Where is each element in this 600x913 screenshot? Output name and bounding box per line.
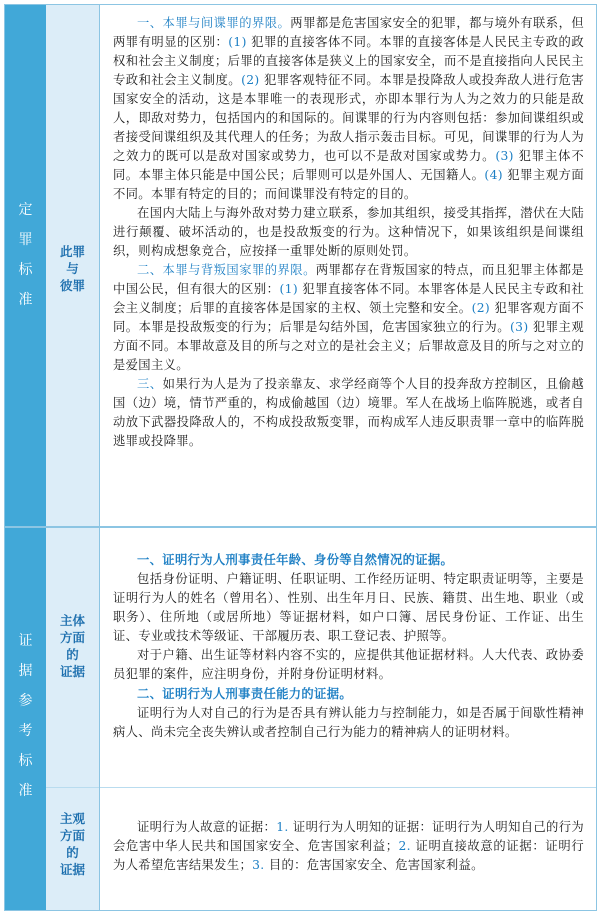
paragraph — [113, 375, 584, 451]
sublabel-subjective-evidence — [46, 788, 99, 910]
paragraph-run: 一、证明行为人刑事责任年龄、身份等自然情况的证据。 — [137, 552, 454, 567]
paragraph-run: (3) — [510, 320, 529, 334]
label-char: 证 — [18, 633, 33, 649]
sublabel-this-crime-vs-other — [46, 5, 99, 526]
sublabel-line: 的 — [66, 647, 79, 662]
label-char: 标 — [18, 753, 33, 769]
paragraph-run: (4) — [484, 168, 503, 182]
label-char: 考 — [18, 723, 33, 739]
paragraph-run: 证明行为人对自己的行为是否具有辨认能力与控制能力，如是否属于间歇性精神病人、尚未完全丧失辨认或者控制自己行为能力的精神病人的证明材料。 — [113, 706, 584, 739]
paragraph-run: 三、如果行为人是为了投亲靠友、求学经商等个人目的投奔敌方控制区，且偷越国（边）境，情节严重的，构成偷越国（边）境罪。军人在战场上临阵脱逃，或者自动放下武器投降敌人的，不构成投敌叛变罪，而构成军人违反职责罪一章中的临阵脱逃罪或投降罪。 — [113, 377, 584, 448]
paragraph — [113, 204, 584, 261]
paragraph-run: (2) — [471, 301, 491, 315]
paragraph-run: (3) — [495, 149, 514, 163]
paragraph-run: 证明直接故意的证据：证明行为人希望危害结果发生； — [113, 839, 585, 872]
subject-evidence-content — [113, 550, 584, 742]
paragraph-run: 二、证明行为人刑事责任能力的证据。 — [137, 686, 352, 701]
paragraph-run: 对于户籍、出生证等材料内容不实的，应提供其他证据材料。人大代表、政协委员犯罪的案件，应注明身份，并附身份证明材料。 — [113, 648, 584, 681]
paragraph-run: 包括身份证明、户籍证明、任职证明、工作经历证明、特定职责证明等，主要是证明行为人的姓名（曾用名）、性别、出生年月日、民族、籍贯、出生地、职业（或职务）、住所地（或居所地）等证据材料，如户口簿、居民身份证、工作证、出生证、专业或技术等级证、干部履历表、职工登记表、护照等。 — [113, 572, 584, 643]
paragraph-run: 1. — [276, 820, 289, 834]
sublabel-line: 证据 — [59, 664, 85, 679]
label-char: 标 — [18, 262, 33, 278]
paragraph-run: 3. — [252, 858, 265, 872]
paragraph-run: (1) — [228, 35, 247, 49]
paragraph — [113, 261, 584, 375]
paragraph-run: 在国内大陆上与海外敌对势力建立联系，参加其组织，接受其指挥，潜伏在大陆进行颠覆、破坏活动的，也是投敌叛变的行为。这种情况下，如果该组织是间谍组织，则构成想象竞合，应按择一重罪处断的原则处罚。 — [113, 206, 584, 258]
section-label-evidence-text — [5, 626, 46, 806]
subjective-evidence-content — [113, 818, 584, 875]
paragraph — [113, 684, 584, 704]
paragraph — [113, 570, 584, 646]
paragraph — [113, 646, 584, 684]
sublabel-line: 与 — [66, 261, 79, 276]
section-label-conviction-text — [5, 195, 46, 315]
sublabel-line: 彼罪 — [59, 278, 85, 293]
sublabel-line: 主体 — [59, 613, 85, 628]
paragraph-run: (2) — [241, 73, 260, 87]
subject-evidence-content-cell — [99, 528, 596, 787]
label-char: 准 — [18, 783, 33, 799]
sublabel-line: 的 — [66, 845, 79, 860]
paragraph-run: 犯罪主观方面不同。本罪有特定的目的；而间谍罪没有特定的目的。 — [113, 168, 584, 201]
paragraph-run: 犯罪直接客体不同。本罪客体是人民民主专政和社会主义制度；后罪的直接客体是国家的主权、领土完整和安全。 — [113, 282, 584, 315]
conviction-content — [113, 14, 584, 451]
paragraph-run: 犯罪主体不同。本罪主体只能是中国公民；后罪则可以是外国人、无国籍人。 — [113, 149, 584, 182]
paragraph-run: 犯罪客观特征不同。本罪是投降敌人或投奔敌人进行危害国家安全的活动，这是本罪唯一的表现形式，亦即本罪行为人为之效力的只能是敌人，即敌对势力，包括国内的和国际的。间谍罪的行为内容则包括：参加间谍组织或者接受间谍组织及其代理人的任务；为敌人指示轰击目标。可见，间谍罪的行为人为之效力的既可以是敌对国家或势力，也可以不是敌对国家或势力。 — [113, 73, 584, 163]
sublabel-line: 方面 — [59, 828, 85, 843]
paragraph — [113, 14, 584, 204]
label-char: 据 — [18, 663, 33, 679]
sublabel-subject-evidence — [46, 528, 99, 787]
sublabel-line: 主观 — [59, 811, 85, 826]
paragraph-run: 二、本罪与背叛国家罪的界限。 — [137, 263, 316, 277]
paragraph-run: 证明行为人明知的证据：证明行为人明知自己的行为会危害中华人民共和国国家安全、危害国家利益； — [113, 820, 584, 853]
paragraph — [113, 818, 584, 875]
section-label-conviction — [5, 5, 46, 526]
sublabel-line: 此罪 — [59, 244, 85, 259]
paragraph-run: 2. — [398, 839, 411, 853]
paragraph-run: 犯罪主观方面不同。本罪故意及目的所与之对立的是社会主义；后罪故意及目的所与之对立的是爱国主义。 — [113, 320, 584, 372]
paragraph-run: 证明行为人故意的证据： — [137, 820, 277, 834]
paragraph — [113, 550, 584, 570]
section-label-evidence — [5, 528, 46, 910]
paragraph — [113, 704, 584, 742]
sublabel-text — [46, 810, 99, 878]
evidence-standards-table — [4, 4, 597, 911]
paragraph-run: 一、本罪与间谍罪的界限。 — [137, 16, 291, 30]
sublabel-line: 方面 — [59, 630, 85, 645]
label-char: 罪 — [18, 232, 33, 248]
paragraph-run: 目的：危害国家安全、危害国家利益。 — [264, 858, 484, 872]
label-char: 参 — [18, 693, 33, 709]
sublabel-text — [46, 243, 99, 294]
subjective-evidence-content-cell — [99, 788, 596, 910]
paragraph-run: 两罪都是危害国家安全的犯罪，都与境外有联系，但两罪有明显的区别： — [113, 16, 584, 49]
conviction-content-cell — [99, 5, 596, 526]
sublabel-line: 证据 — [59, 862, 85, 877]
paragraph-run: 两罪都存在背叛国家的特点，而且犯罪主体都是中国公民，但有很大的区别： — [113, 263, 584, 296]
column-divider — [99, 5, 100, 910]
paragraph-run: 犯罪客观方面不同。本罪是投敌叛变的行为；后罪是勾结外国，危害国家独立的行为。 — [113, 301, 584, 334]
sublabel-text — [46, 612, 99, 680]
paragraph-run: (1) — [279, 282, 298, 296]
paragraph-run: 犯罪的直接客体不同。本罪的直接客体是人民民主专政的政权和社会主义制度；后罪的直接客体是狭义上的国家安全，而不是直接指向人民民主专政和社会主义制度。 — [113, 35, 584, 87]
label-char: 定 — [18, 202, 33, 218]
label-char: 准 — [18, 292, 33, 308]
